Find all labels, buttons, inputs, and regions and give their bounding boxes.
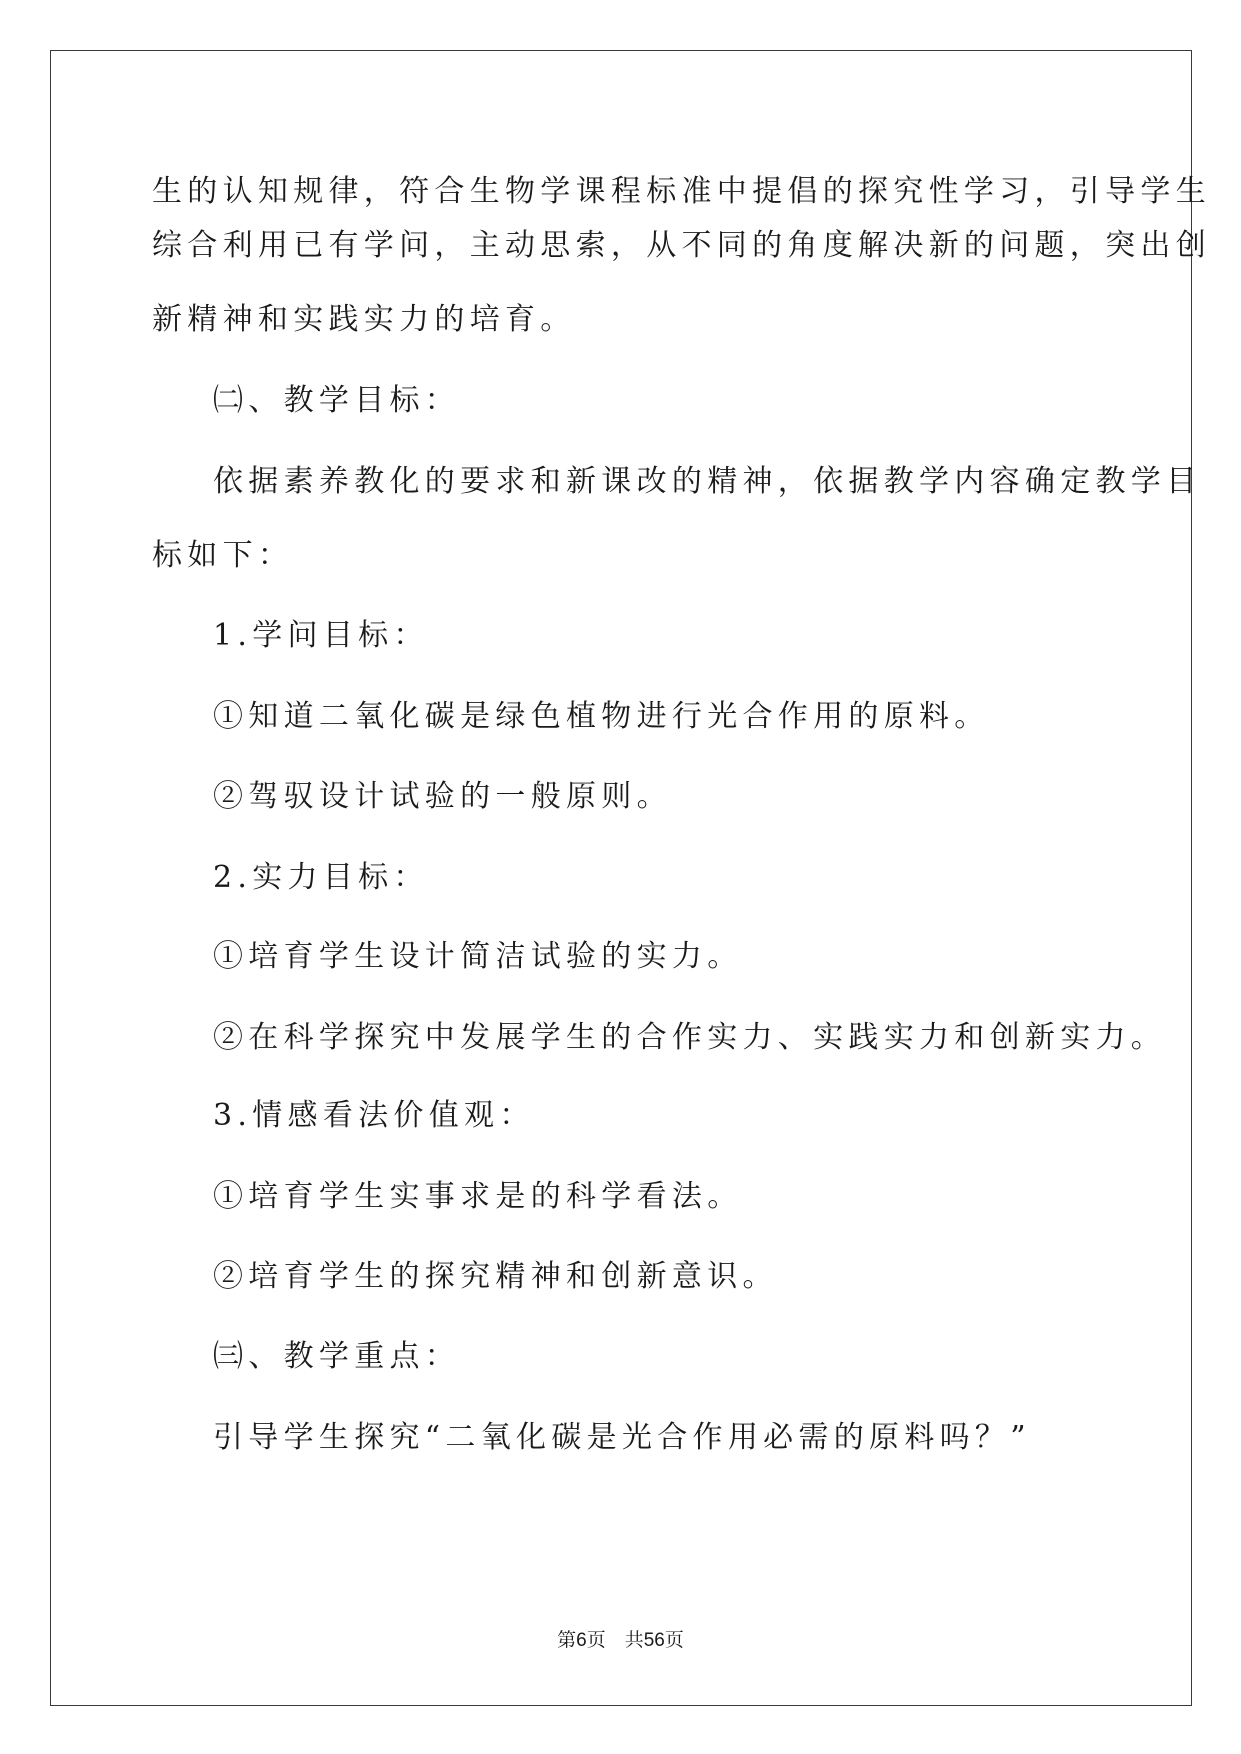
footer-prefix: 第 [557, 1629, 577, 1651]
list-item: ②驾驭设计试验的一般原则。 [213, 779, 672, 814]
footer-mid: 页 共 [586, 1629, 644, 1651]
list-item: ①知道二氧化碳是绿色植物进行光合作用的原料。 [213, 699, 990, 734]
section-heading: ㈡、教学目标： [213, 383, 461, 418]
list-item: ②培育学生的探究精神和创新意识。 [213, 1259, 778, 1294]
text-line: 引导学生探究“二氧化碳是光合作用必需的原料吗？” [213, 1420, 1031, 1455]
text-line: 生的认知规律，符合生物学课程标准中提倡的探究性学习，引导学生 [152, 174, 1211, 209]
total-page-count: 56 [643, 1630, 665, 1651]
subsection-heading: 2.实力目标： [213, 860, 429, 895]
text-line: 标如下： [152, 538, 294, 573]
subsection-heading: 1.学问目标： [213, 618, 429, 653]
list-item: ②在科学探究中发展学生的合作实力、实践实力和创新实力。 [213, 1020, 1167, 1055]
text-line: 综合利用已有学问，主动思索，从不同的角度解决新的问题，突出创 [152, 228, 1211, 263]
subsection-heading: 3.情感看法价值观： [213, 1098, 535, 1133]
section-heading: ㈢、教学重点： [213, 1339, 461, 1374]
current-page-number: 6 [576, 1630, 587, 1651]
footer-suffix: 页 [664, 1629, 684, 1651]
page-footer [0, 1628, 1241, 1653]
list-item: ①培育学生设计简洁试验的实力。 [213, 939, 743, 974]
text-line: 依据素养教化的要求和新课改的精神，依据教学内容确定教学目 [213, 464, 1202, 499]
text-line: 新精神和实践实力的培育。 [152, 302, 576, 337]
list-item: ①培育学生实事求是的科学看法。 [213, 1179, 743, 1214]
